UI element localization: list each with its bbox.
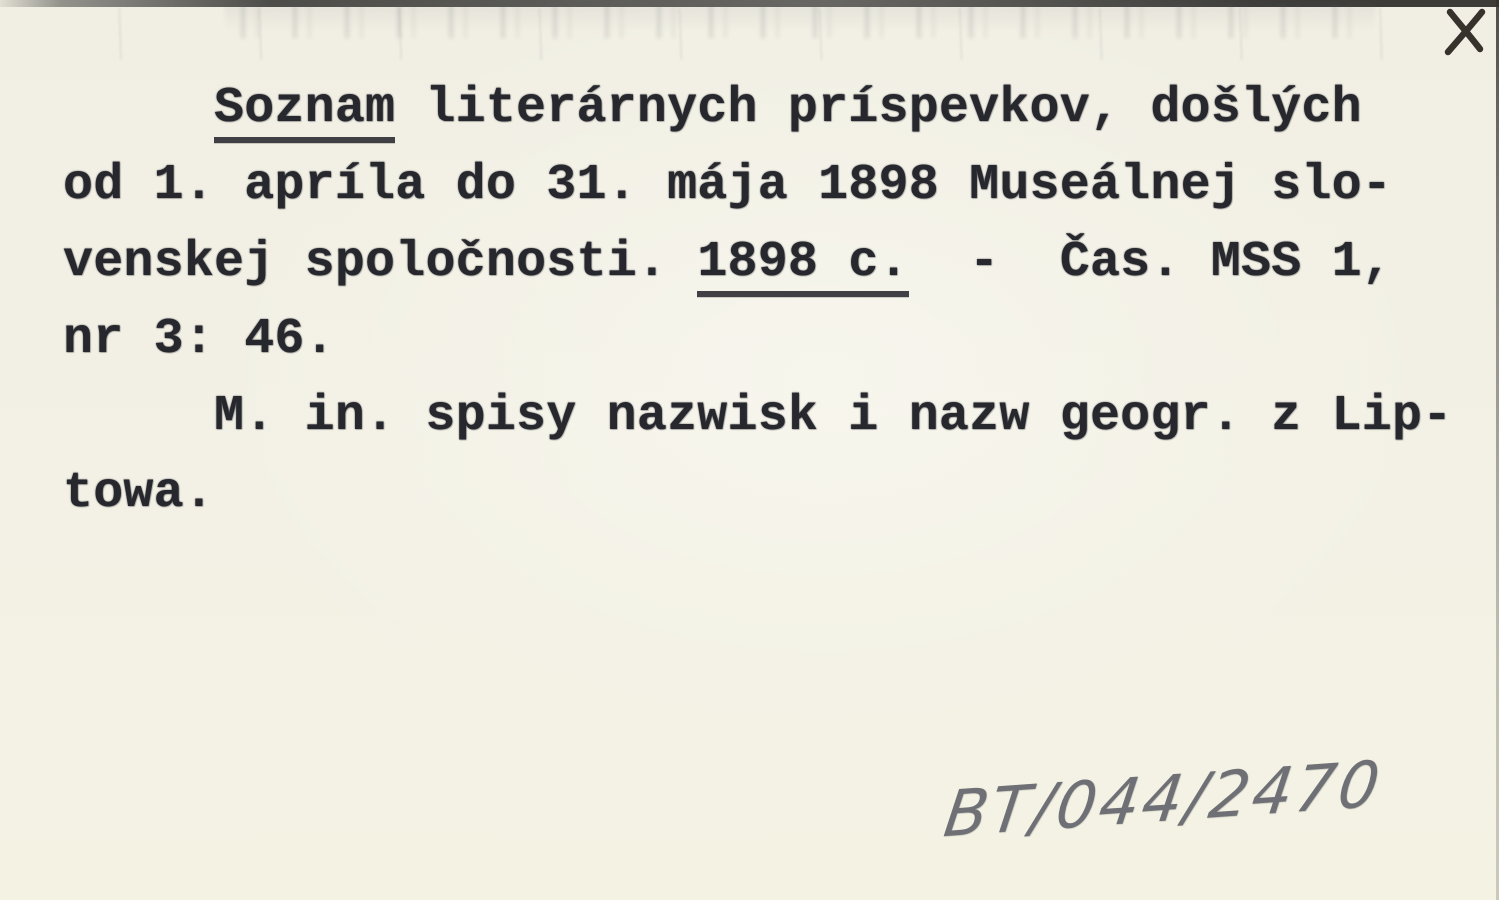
typed-text-block <box>63 70 1452 532</box>
typed-line-4: nr 3: 46. <box>63 311 335 368</box>
underlined-citation-year: 1898 c. <box>697 234 908 297</box>
line-3-pre: venskej spoločnosti. <box>63 234 698 291</box>
typed-line-6: towa. <box>63 465 215 522</box>
ghost-offset-ink-marks <box>225 4 1375 38</box>
typed-line-5: M. in. spisy nazwisk i nazw geogr. z Lip- <box>214 388 1453 445</box>
typed-line-2: od 1. apríla do 31. mája 1898 Museálnej slo- <box>63 157 1393 214</box>
typed-line-3 <box>63 224 1452 301</box>
handwritten-shelf-number: BT/044/2470 <box>939 747 1387 852</box>
underlined-title-word: Soznam <box>214 80 395 143</box>
handwritten-x-icon <box>1437 3 1495 59</box>
line-1-rest: literárnych príspevkov, došlých <box>395 80 1362 137</box>
line-3-post: - Čas. MSS 1, <box>908 234 1393 291</box>
typed-line-1 <box>63 70 1452 147</box>
